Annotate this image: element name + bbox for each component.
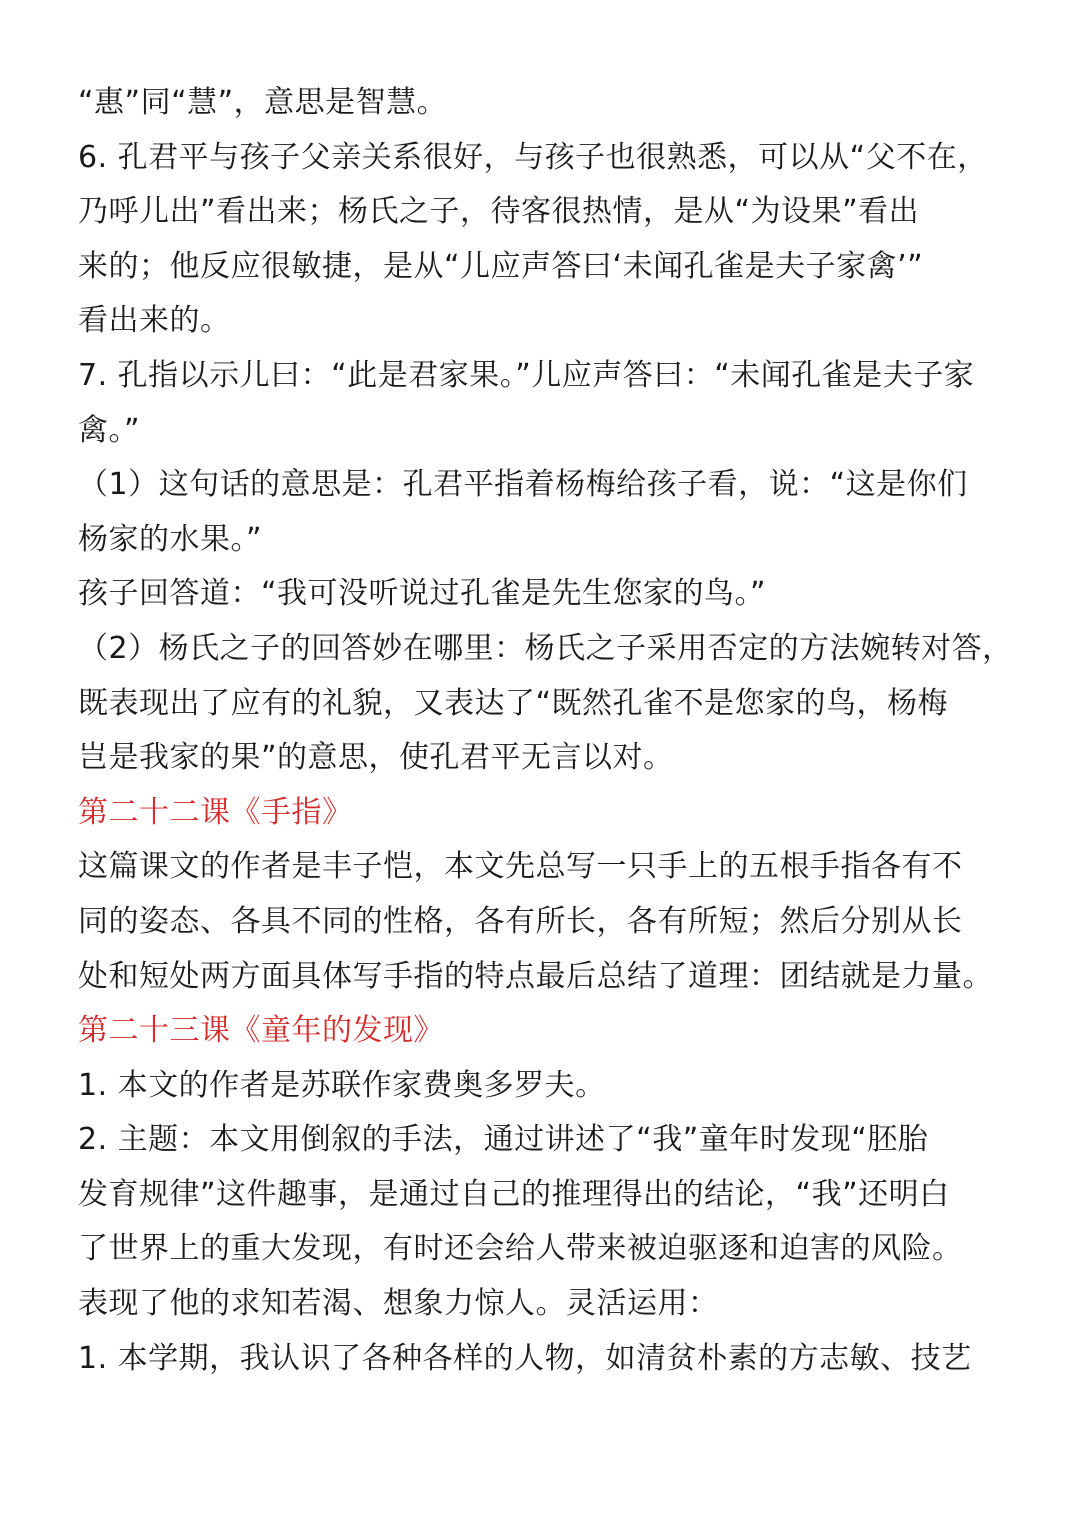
text-line-21: 发育规律”这件趣事，是通过自己的推理得出的结论，“我”还明白 [78,1176,950,1212]
text-line-2: 6. 孔君平与孩子父亲关系很好，与孩子也很熟悉，可以从“父不在， [78,139,988,175]
section-heading-lesson-22: 第二十二课《手指》 [78,794,353,830]
text-line-3: 乃呼儿出”看出来；杨氏之子，待客很热情，是从“为设果”看出 [78,194,920,230]
text-line-16: 同的姿态、各具不同的性格，各有所长，各有所短；然后分别从长 [78,903,963,939]
text-line-1: “惠”同“慧”，意思是智慧。 [78,85,448,120]
section-heading-lesson-23: 第二十三课《童年的发现》 [78,1013,444,1049]
text-line-6: 7. 孔指以示儿曰：“此是君家果。”儿应声答曰：“未闻孔雀是夫子家 [78,357,975,393]
text-line-10: 孩子回答道：“我可没听说过孔雀是先生您家的鸟。” [78,576,767,612]
text-line-19: 1. 本文的作者是苏联作家费奥多罗夫。 [78,1067,606,1103]
document-page [78,76,1013,1386]
text-line-12: 既表现出了应有的礼貌，又表达了“既然孔雀不是您家的鸟，杨梅 [78,685,949,721]
text-line-15: 这篇课文的作者是丰子恺，本文先总写一只手上的五根手指各有不 [78,849,963,885]
text-line-9: 杨家的水果。” [78,521,263,557]
text-line-4: 来的；他反应很敏捷，是从“儿应声答曰‘未闻孔雀是夫子家禽’” [78,248,924,284]
text-line-13: 岂是我家的果”的意思，使孔君平无言以对。 [78,740,674,776]
text-line-17: 处和短处两方面具体写手指的特点最后总结了道理：团结就是力量。 [78,958,993,994]
text-line-11: （2）杨氏之子的回答妙在哪里：杨氏之子采用否定的方法婉转对答， [78,630,1013,666]
text-line-8: （1）这句话的意思是：孔君平指着杨梅给孩子看，说：“这是你们 [78,467,968,503]
text-line-5: 看出来的。 [78,303,231,339]
text-line-7: 禽。” [78,412,141,448]
text-line-22: 了世界上的重大发现，有时还会给人带来被迫驱逐和迫害的风险。 [78,1231,963,1267]
text-line-24: 1. 本学期，我认识了各种各样的人物，如清贫朴素的方志敏、技艺 [78,1340,972,1376]
text-line-20: 2. 主题：本文用倒叙的手法，通过讲述了“我”童年时发现“胚胎 [78,1122,929,1158]
text-line-23: 表现了他的求知若渴、想象力惊人。灵活运用： [78,1286,719,1322]
